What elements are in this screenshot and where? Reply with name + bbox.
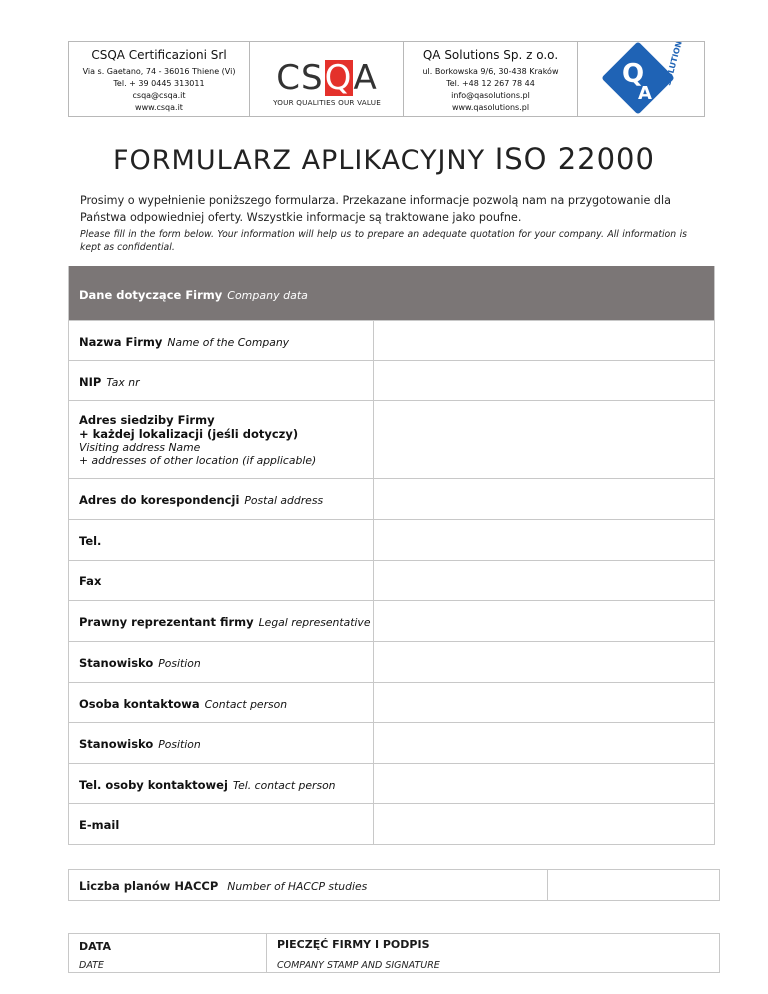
label-pl: Nazwa Firmy — [79, 335, 163, 349]
qa-solutions-contact — [404, 42, 578, 116]
label-pl: Prawny reprezentant firmy — [79, 615, 254, 629]
intro-polish: Prosimy o wypełnienie poniższego formularza. Przekazane informacje pozwolą nam na przygotowanie dla Państwa odpowiedniej oferty. Wszystkie informacje są traktowane jako poufne. — [80, 194, 671, 224]
company-name-field[interactable] — [373, 321, 714, 360]
csqa-logo-text-post: A — [353, 58, 378, 98]
signature-table — [68, 933, 720, 973]
csqa-website: www.csqa.it — [135, 103, 183, 112]
contact-tel-field[interactable] — [373, 764, 714, 803]
row-contact-person — [69, 682, 714, 722]
position-field-1[interactable] — [373, 642, 714, 682]
label-en: Legal representative — [258, 616, 371, 629]
label-pl-2: + każdej lokalizacji (jeśli dotyczy) — [79, 427, 299, 441]
row-company-name — [69, 320, 714, 360]
qa-website: www.qasolutions.pl — [451, 103, 530, 112]
legal-representative-field[interactable] — [373, 601, 714, 641]
qa-email: info@qasolutions.pl — [451, 91, 530, 100]
date-label-pl: DATA — [79, 940, 111, 953]
csqa-contact — [69, 42, 250, 116]
contact-person-field[interactable] — [373, 683, 714, 722]
csqa-phone: Tel. + 39 0445 313011 — [113, 79, 205, 88]
label-en: Tax nr — [106, 376, 140, 389]
haccp-label-pl: Liczba planów HACCP — [79, 879, 219, 893]
tax-nr-field[interactable] — [373, 361, 714, 400]
qa-logo-q-letter: Q — [622, 59, 645, 89]
stamp-label-pl: PIECZĘĆ FIRMY I PODPIS — [277, 938, 430, 951]
label-pl: Osoba kontaktowa — [79, 697, 200, 711]
label-pl: NIP — [79, 375, 102, 389]
csqa-email: csqa@csqa.it — [132, 91, 186, 100]
haccp-count-field[interactable] — [548, 870, 719, 900]
csqa-logo-q: Q — [324, 58, 353, 98]
row-contact-tel — [69, 763, 714, 803]
section-title-en: Company data — [227, 289, 308, 302]
label-en: Position — [158, 738, 201, 751]
csqa-logo — [250, 42, 404, 116]
label-en: Contact person — [204, 698, 288, 711]
label-pl: Stanowisko — [79, 656, 154, 670]
haccp-label-en: Number of HACCP studies — [227, 880, 368, 893]
title-main: FORMULARZ APLIKACYJNY — [113, 145, 486, 176]
email-field[interactable] — [373, 804, 714, 844]
row-legal-representative — [69, 600, 714, 641]
csqa-address: Via s. Gaetano, 74 - 36016 Thiene (Vi) — [82, 67, 236, 76]
qa-company-name: QA Solutions Sp. z o.o. — [422, 48, 559, 62]
label-en: Tel. contact person — [232, 779, 336, 792]
csqa-logo-text-pre: CS — [276, 58, 324, 98]
qa-phone: Tel. +48 12 267 78 44 — [446, 79, 535, 88]
label-pl: Stanowisko — [79, 737, 154, 751]
csqa-company-name: CSQA Certificazioni Srl — [91, 48, 227, 62]
row-visiting-address — [69, 400, 714, 478]
label-pl: E-mail — [79, 818, 120, 832]
section-header — [69, 266, 714, 320]
qa-address: ul. Borkowska 9/6, 30-438 Kraków — [422, 67, 559, 76]
label-pl: Adres siedziby Firmy — [79, 413, 215, 427]
row-position-1 — [69, 641, 714, 682]
qa-logo-a-letter: A — [638, 83, 652, 104]
signature-divider — [266, 934, 267, 972]
qa-logo-word: SOLUTIONS — [663, 42, 686, 87]
row-postal-address — [69, 478, 714, 519]
fax-field[interactable] — [373, 561, 714, 600]
qa-solutions-logo — [578, 42, 704, 116]
title-iso: ISO 22000 — [494, 142, 655, 176]
label-pl: Adres do korespondencji — [79, 493, 240, 507]
label-en: Postal address — [244, 494, 324, 507]
date-label-en: DATE — [79, 960, 104, 971]
label-en: Position — [158, 657, 201, 670]
row-position-2 — [69, 722, 714, 763]
row-fax — [69, 560, 714, 600]
section-title-pl: Dane dotyczące Firmy — [79, 288, 223, 302]
row-email — [69, 803, 714, 844]
haccp-row — [68, 869, 720, 901]
intro-english: Please fill in the form below. Your information will help us to prepare an adequate quotation for your company. All information is kept as confidential. — [80, 229, 687, 253]
label-pl: Tel. — [79, 534, 102, 548]
label-pl: Fax — [79, 574, 102, 588]
label-en-2: + addresses of other location (if applicable) — [79, 454, 317, 467]
visiting-address-field[interactable] — [373, 401, 714, 478]
stamp-label-en: COMPANY STAMP AND SIGNATURE — [277, 960, 440, 971]
csqa-tagline: YOUR QUALITIES OUR VALUE — [273, 98, 381, 107]
position-field-2[interactable] — [373, 723, 714, 763]
qa-logo-icon — [586, 42, 696, 114]
row-tel — [69, 519, 714, 560]
label-en: Name of the Company — [167, 336, 290, 349]
row-tax-nr — [69, 360, 714, 400]
page-title — [0, 142, 768, 176]
company-data-table — [68, 266, 715, 845]
label-en: Visiting address Name — [79, 441, 201, 454]
letterhead — [68, 41, 705, 117]
postal-address-field[interactable] — [373, 479, 714, 519]
tel-field[interactable] — [373, 520, 714, 560]
label-pl: Tel. osoby kontaktowej — [79, 778, 228, 792]
